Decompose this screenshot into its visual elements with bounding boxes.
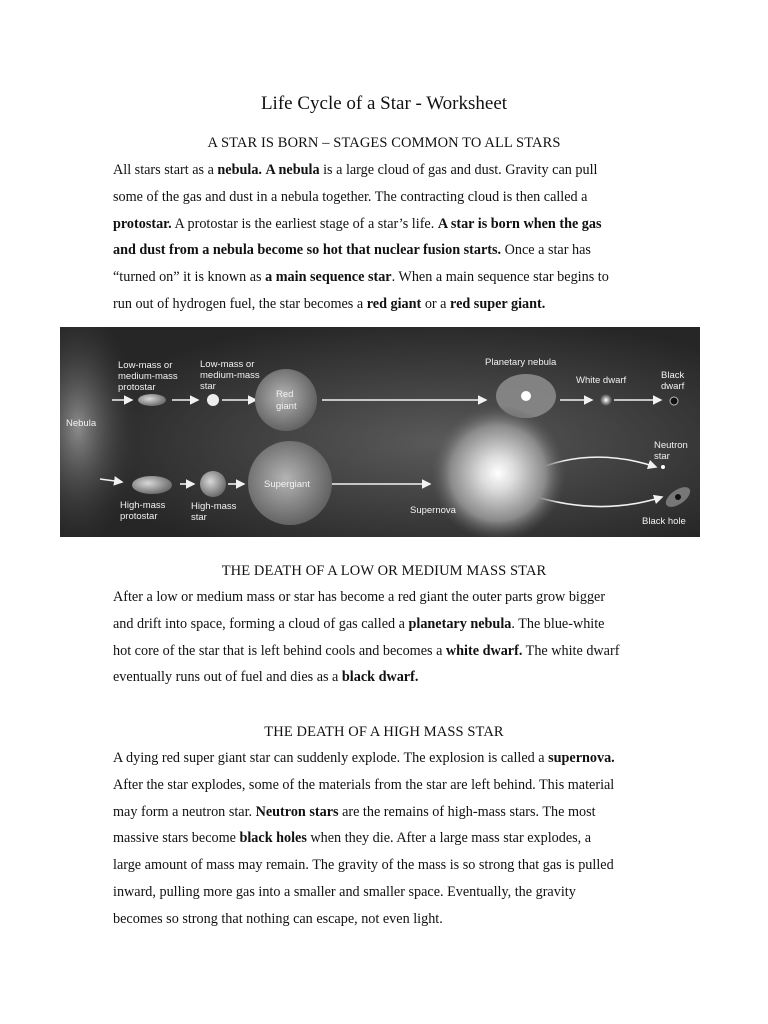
label-low-mass-protostar-2: medium-mass <box>118 371 178 382</box>
text-run: “turned on” it is known as <box>113 269 266 286</box>
text-run: The white dwarf <box>522 642 620 659</box>
page-title: Life Cycle of a Star - Worksheet <box>260 93 508 114</box>
high-mass-star-shape <box>200 471 226 497</box>
bold-term: nebula. <box>217 162 262 178</box>
text-run: . When a main sequence star begins to <box>391 269 609 286</box>
label-red-giant-1: Red <box>276 389 294 400</box>
label-low-mass-star-3: star <box>200 381 216 392</box>
text-line <box>113 211 673 238</box>
text-line <box>113 584 673 611</box>
label-high-mass-protostar-1: High-mass <box>120 500 166 511</box>
text-line <box>113 237 673 264</box>
label-white-dwarf: White dwarf <box>576 375 627 386</box>
text-run: large amount of mass may remain. The gravity of the mass is so strong that gas is pulled <box>113 857 614 874</box>
text-run: hot core of the star that is left behind cools and becomes a <box>113 642 446 659</box>
label-neutron-star-2: star <box>654 451 670 462</box>
text-run: After a low or medium mass or star has become a red giant the outer parts grow bigger <box>113 589 606 605</box>
label-low-mass-star-1: Low-mass or <box>200 359 255 370</box>
paragraph-star-is-born <box>113 157 673 318</box>
bold-term: and dust from a nebula become so hot that nuclear fusion starts. <box>113 242 502 259</box>
bold-term: black holes <box>239 830 307 847</box>
planetary-nebula-core <box>521 391 531 401</box>
bold-term: black dwarf. <box>341 669 419 686</box>
text-run: or a <box>421 295 451 312</box>
text-run: when they die. After a large mass star explodes, a <box>306 830 592 847</box>
text-run: inward, pulling more gas into a smaller and smaller space. Eventually, the gravity <box>113 883 576 900</box>
text-run: Once a star has <box>501 242 591 259</box>
text-line <box>113 772 673 799</box>
paragraph-high-mass-death <box>113 745 673 933</box>
label-low-mass-protostar-3: protostar <box>118 382 156 393</box>
text-run: . The blue-white <box>511 615 605 632</box>
bold-term: planetary nebula <box>408 615 512 632</box>
text-run: some of the gas and dust in a nebula together. The contracting cloud is then called a <box>113 188 588 205</box>
label-red-giant-2: giant <box>276 401 297 412</box>
low-mass-star-shape <box>207 394 219 406</box>
bold-term: protostar. <box>113 215 172 232</box>
text-run: is a large cloud of gas and dust. Gravity can pull <box>319 162 598 178</box>
neutron-star-shape <box>661 465 665 469</box>
text-run: A protostar is the earliest stage of a star’s life. <box>171 215 438 232</box>
star-life-cycle-diagram <box>60 327 700 537</box>
text-line <box>113 906 673 933</box>
label-high-mass-star-1: High-mass <box>191 501 237 512</box>
text-line <box>113 291 673 318</box>
label-nebula: Nebula <box>66 418 97 429</box>
bold-term: red super giant. <box>450 295 546 312</box>
text-run: becomes so strong that nothing can escape, not even light. <box>113 910 443 927</box>
label-high-mass-star-2: star <box>191 512 207 523</box>
section-heading-high-mass-death: THE DEATH OF A HIGH MASS STAR <box>264 724 504 740</box>
text-run: massive stars become <box>113 830 240 847</box>
bold-term: Neutron stars <box>255 803 339 820</box>
bold-term: A nebula <box>265 162 320 178</box>
label-planetary-nebula: Planetary nebula <box>485 357 557 368</box>
black-dwarf-shape <box>670 397 678 405</box>
text-run: All stars start as a <box>113 162 218 178</box>
section-heading-low-mass-death: THE DEATH OF A LOW OR MEDIUM MASS STAR <box>221 563 547 579</box>
text-line <box>113 264 673 291</box>
text-line <box>113 745 673 772</box>
text-line <box>113 799 673 826</box>
text-run: A dying red super giant star can suddenly explode. The explosion is called a <box>113 750 549 766</box>
text-line <box>113 825 673 852</box>
bold-term: a main sequence star <box>265 269 392 286</box>
label-neutron-star-1: Neutron <box>654 440 688 451</box>
high-mass-protostar-shape <box>132 476 172 494</box>
text-run: and drift into space, forming a cloud of gas called a <box>113 615 409 632</box>
red-giant-shape <box>255 369 317 431</box>
paragraph-low-mass-death <box>113 584 673 691</box>
supernova-shape <box>430 405 566 537</box>
bold-term: supernova. <box>548 750 615 766</box>
low-mass-protostar-shape <box>138 394 166 406</box>
text-line <box>113 664 673 691</box>
label-low-mass-protostar-1: Low-mass or <box>118 360 173 371</box>
text-line <box>113 157 673 184</box>
text-line <box>113 611 673 638</box>
label-black-dwarf-2: dwarf <box>661 381 685 392</box>
white-dwarf-shape <box>600 394 612 406</box>
bold-term: A star is born when the gas <box>437 215 602 232</box>
text-run: After the star explodes, some of the materials from the star are left behind. This material <box>113 776 615 793</box>
text-run: may form a neutron star. <box>113 803 256 820</box>
text-line <box>113 879 673 906</box>
text-run: run out of hydrogen fuel, the star becomes a <box>113 295 367 312</box>
bold-term: white dwarf. <box>445 642 523 659</box>
text-line <box>113 638 673 665</box>
text-line <box>113 852 673 879</box>
black-hole-shape <box>675 494 681 500</box>
label-low-mass-star-2: medium-mass <box>200 370 260 381</box>
label-black-hole: Black hole <box>642 516 686 527</box>
label-black-dwarf-1: Black <box>661 370 685 381</box>
text-line <box>113 184 673 211</box>
text-run: are the remains of high-mass stars. The most <box>338 803 596 820</box>
label-supernova: Supernova <box>410 505 456 516</box>
section-heading-star-is-born: A STAR IS BORN – STAGES COMMON TO ALL STARS <box>207 135 561 151</box>
bold-term: red giant <box>366 295 422 312</box>
label-high-mass-protostar-2: protostar <box>120 511 158 522</box>
label-supergiant: Supergiant <box>264 479 310 490</box>
text-run: eventually runs out of fuel and dies as a <box>113 669 342 686</box>
